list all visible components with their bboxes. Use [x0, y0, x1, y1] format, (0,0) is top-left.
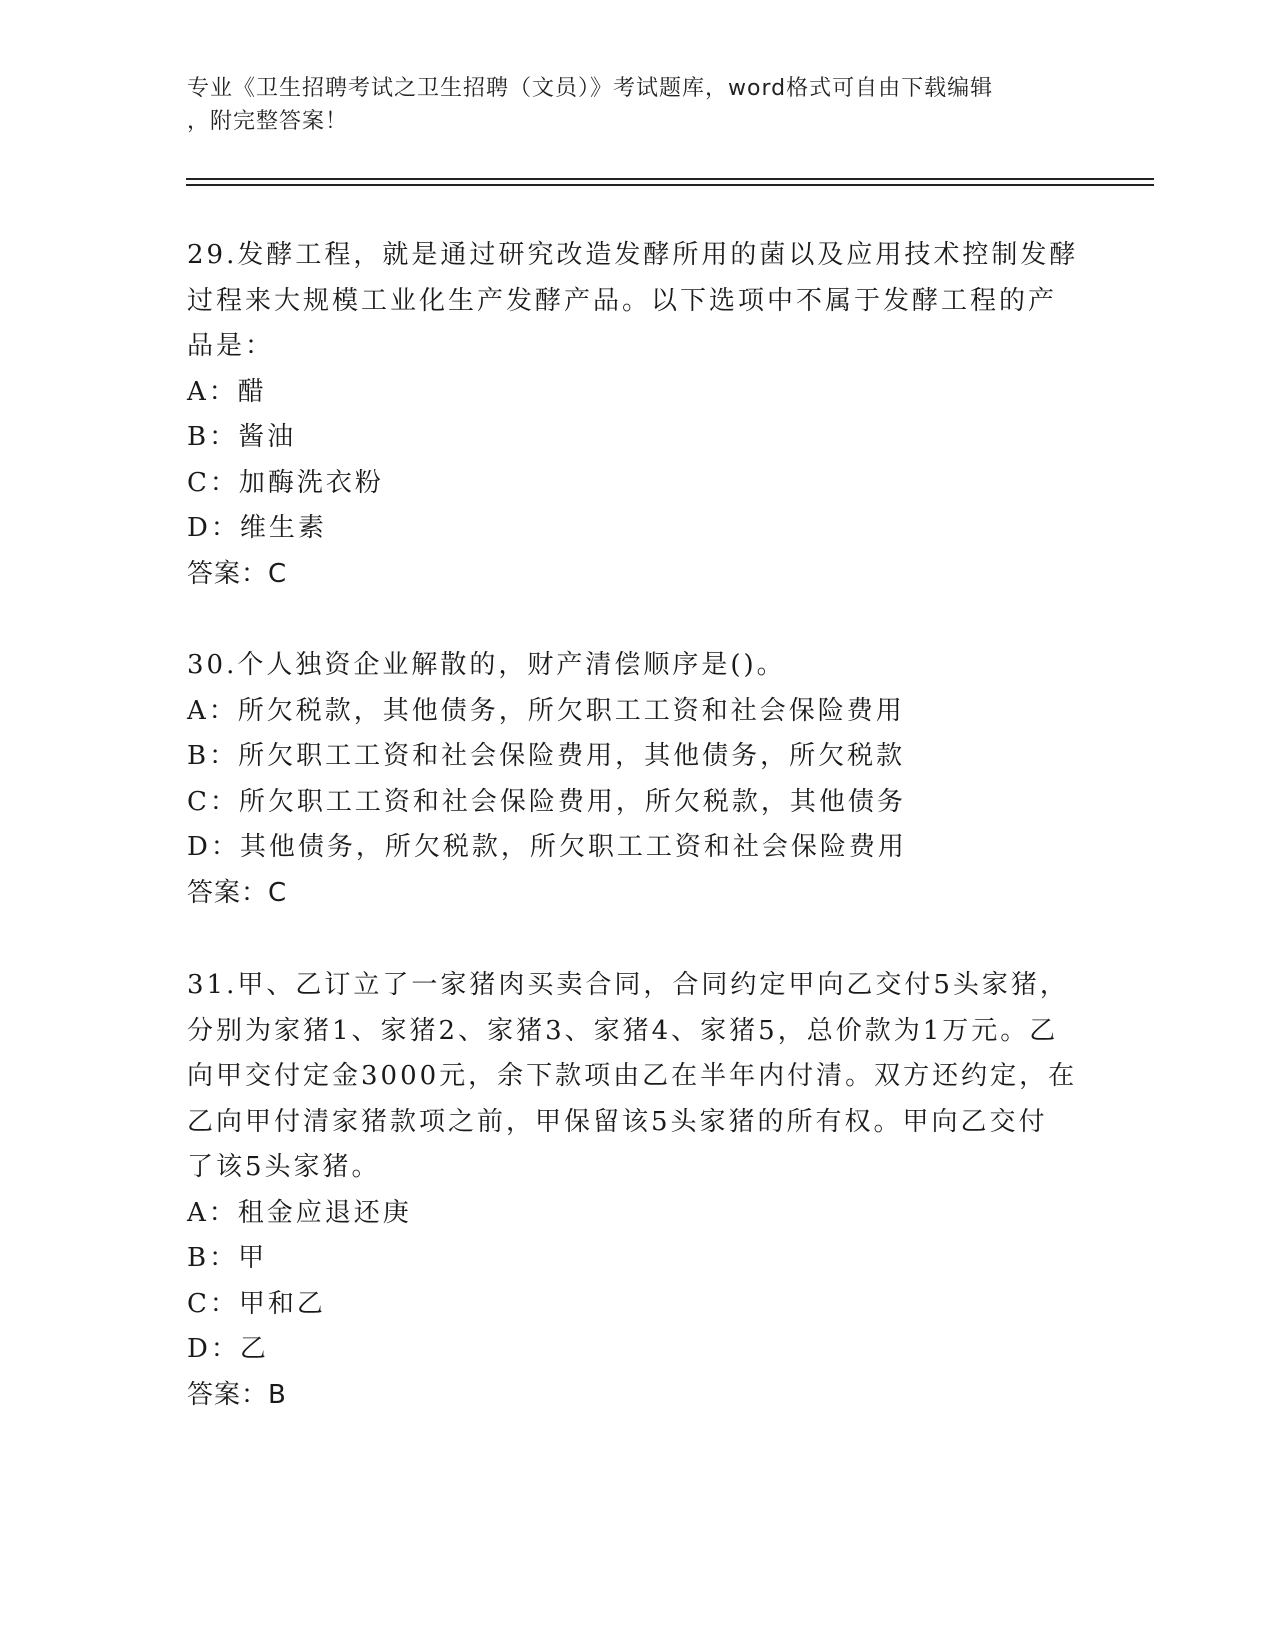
question-stem-line: 29.发酵工程，就是通过研究改造发酵所用的菌以及应用技术控制发酵: [187, 240, 1079, 270]
option-b: B：酱油: [187, 422, 297, 452]
option-b: B：甲: [187, 1243, 268, 1273]
answer-line: 答案：C: [187, 877, 288, 908]
question-stem-line: 31.甲、乙订立了一家猪肉买卖合同，合同约定甲向乙交付5头家猪，: [187, 970, 1069, 1000]
header-divider-top: [186, 178, 1154, 180]
question-stem-line: 品是：: [187, 331, 275, 361]
option-c: C：加酶洗衣粉: [187, 467, 384, 498]
option-a: A：租金应退还庚: [187, 1197, 412, 1228]
question-stem-line: 向甲交付定金3000元，余下款项由乙在半年内付清。双方还约定，在: [187, 1061, 1078, 1091]
option-c: C：所欠职工工资和社会保险费用，所欠税款，其他债务: [187, 786, 906, 817]
question-stem-line: 分别为家猪1、家猪2、家猪3、家猪4、家猪5，总价款为1万元。乙: [187, 1015, 1059, 1046]
question-stem-line: 过程来大规模工业化生产发酵产品。以下选项中不属于发酵工程的产: [187, 285, 1058, 316]
question-31: [187, 963, 1087, 1418]
option-d: D：乙: [187, 1334, 269, 1364]
option-d: D：维生素: [187, 513, 327, 543]
question-stem-line: 乙向甲付清家猪款项之前，甲保留该5头家猪的所有权。甲向乙交付: [187, 1106, 1048, 1137]
header-line-2: ，附完整答案！: [187, 109, 349, 134]
answer-line: 答案：B: [187, 1379, 287, 1410]
answer-line: 答案：C: [187, 558, 288, 589]
document-header: [187, 72, 1067, 138]
option-a: A：醋: [187, 376, 267, 407]
header-line-1: 专业《卫生招聘考试之卫生招聘（文员）》考试题库，word格式可自由下载编辑: [187, 76, 994, 101]
header-divider-bottom: [186, 184, 1154, 186]
option-b: B：所欠职工工资和社会保险费用，其他债务，所欠税款: [187, 741, 906, 771]
option-a: A：所欠税款，其他债务，所欠职工工资和社会保险费用: [187, 695, 905, 726]
question-30: [187, 643, 1087, 916]
option-d: D：其他债务，所欠税款，所欠职工工资和社会保险费用: [187, 832, 907, 862]
option-c: C：甲和乙: [187, 1288, 326, 1319]
question-stem-line: 了该5头家猪。: [187, 1152, 381, 1182]
question-29: [187, 233, 1087, 597]
question-stem-line: 30.个人独资企业解散的，财产清偿顺序是()。: [187, 650, 786, 680]
